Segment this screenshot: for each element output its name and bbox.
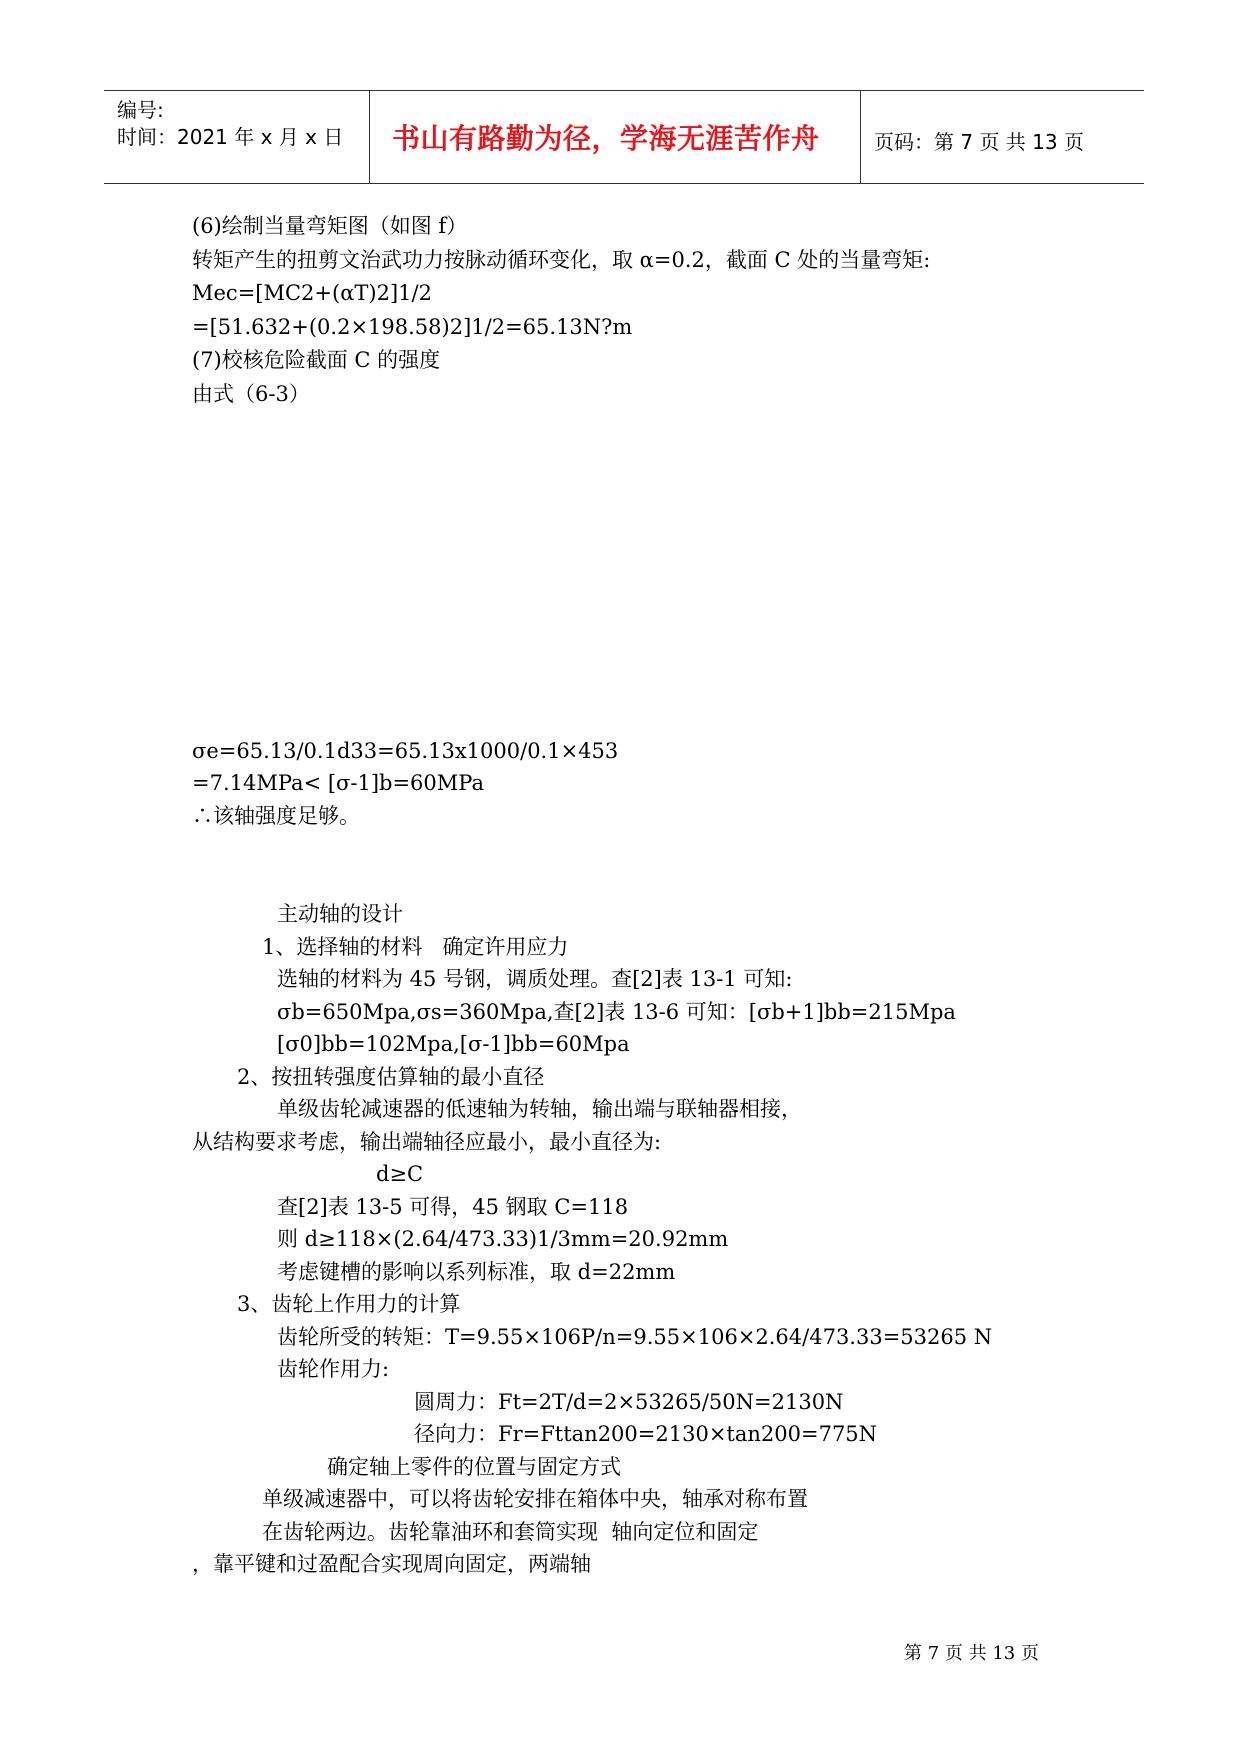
body-line: 单级齿轮减速器的低速轴为转轴，输出端与联轴器相接， xyxy=(277,1097,802,1121)
body-line: σe=65.13/0.1d33=65.13x1000/0.1×453 xyxy=(192,739,619,763)
footer-page-number: 第 7 页 共 13 页 xyxy=(904,1643,1039,1664)
section-heading: 主动轴的设计 xyxy=(277,902,403,926)
body-line: ，靠平键和过盈配合实现周向固定，两端轴 xyxy=(192,1552,591,1576)
body-line: Mec=[MC2+(αT)2]1/2 xyxy=(192,281,432,305)
body-line: 1、选择轴的材料 确定许用应力 xyxy=(262,935,569,959)
body-line: ∴该轴强度足够。 xyxy=(192,804,360,828)
body-line: 查[2]表 13-5 可得，45 钢取 C=118 xyxy=(277,1195,629,1219)
body-line: 确定轴上零件的位置与固定方式 xyxy=(327,1455,621,1479)
header-divider-left xyxy=(369,90,370,183)
body-line: (6)绘制当量弯矩图（如图 f） xyxy=(192,214,468,238)
body-line: 考虑键槽的影响以系列标准，取 d=22mm xyxy=(277,1260,676,1284)
body-line: 齿轮所受的转矩：T=9.55×106P/n=9.55×106×2.64/473.33=53265 N xyxy=(277,1325,993,1349)
body-line: 3、齿轮上作用力的计算 xyxy=(237,1292,461,1316)
body-line: 2、按扭转强度估算轴的最小直径 xyxy=(237,1065,545,1089)
body-line: 齿轮作用力: xyxy=(277,1357,390,1381)
time-label: 时间：2021 年 x 月 x 日 xyxy=(117,125,344,149)
body-line: =7.14MPa< [σ-1]b=60MPa xyxy=(192,771,484,795)
serial-label: 编号: xyxy=(117,98,164,122)
body-line: 选轴的材料为 45 号钢，调质处理。查[2]表 13-1 可知: xyxy=(277,967,793,991)
body-line: 由式（6-3） xyxy=(192,382,310,406)
body-line: (7)校核危险截面 C 的强度 xyxy=(192,348,441,372)
header-divider-right xyxy=(860,90,861,183)
body-line: 转矩产生的扭剪文治武功力按脉动循环变化，取 α=0.2，截面 C 处的当量弯矩: xyxy=(192,248,931,272)
body-line: d≥C xyxy=(376,1162,424,1186)
body-line: 径向力：Fr=Fttan200=2130×tan200=775N xyxy=(414,1422,878,1446)
body-line: =[51.632+(0.2×198.58)2]1/2=65.13N?m xyxy=(192,315,633,339)
body-line: 则 d≥118×(2.64/473.33)1/3mm=20.92mm xyxy=(277,1227,729,1251)
body-line: 在齿轮两边。齿轮靠油环和套筒实现 轴向定位和固定 xyxy=(262,1520,759,1544)
page-info: 页码：第 7 页 共 13 页 xyxy=(874,130,1084,154)
header-top-rule xyxy=(104,90,1144,91)
body-line: 单级减速器中，可以将齿轮安排在箱体中央，轴承对称布置 xyxy=(262,1487,808,1511)
body-line: σb=650Mpa,σs=360Mpa,查[2]表 13-6 可知：[σb+1]bb=215Mpa xyxy=(277,1000,956,1024)
header-motto: 书山有路勤为径，学海无涯苦作舟 xyxy=(392,122,820,155)
body-line: 圆周力：Ft=2T/d=2×53265/50N=2130N xyxy=(414,1390,844,1414)
header-bottom-rule xyxy=(104,183,1144,184)
body-line: [σ0]bb=102Mpa,[σ-1]bb=60Mpa xyxy=(277,1032,630,1056)
body-line: 从结构要求考虑，输出端轴径应最小，最小直径为: xyxy=(192,1130,662,1154)
